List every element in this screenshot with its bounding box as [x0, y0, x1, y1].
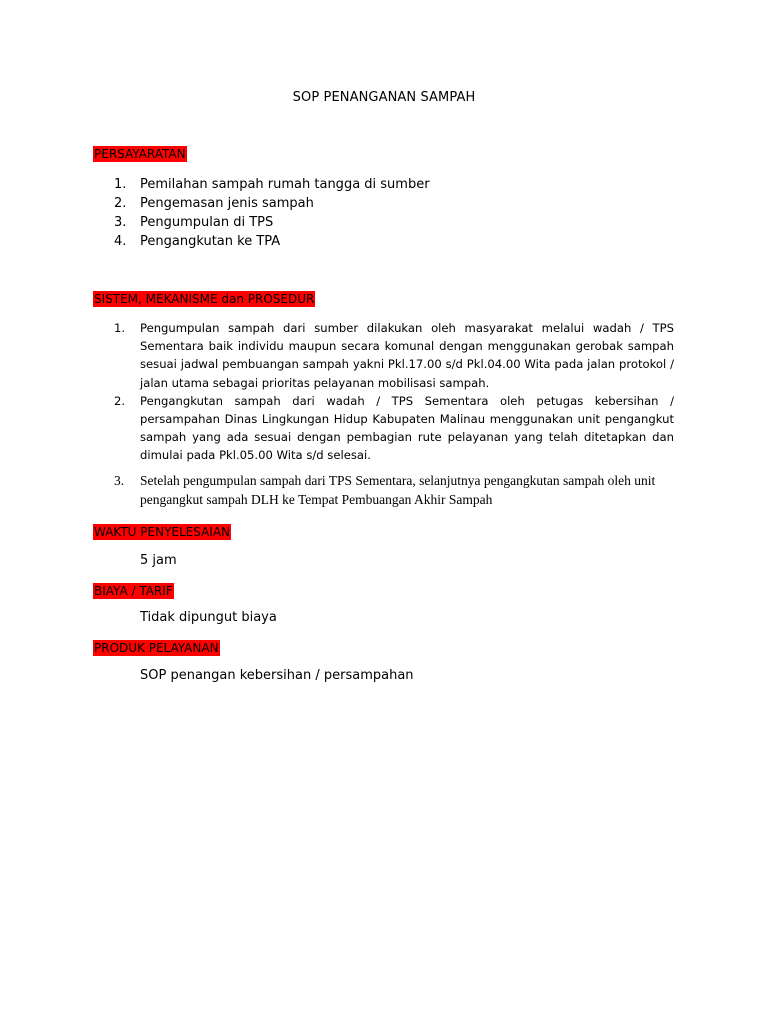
- heading-biaya: BIAYA / TARIF: [94, 584, 173, 598]
- heading-produk: PRODUK PELAYANAN: [94, 641, 219, 655]
- list-item: 1. Pengumpulan sampah dari sumber dilakukan oleh masyarakat melalui wadah / TPS Sementara baik individu maupun secara komunal dengan menggunakan gerobak sampah sesuai jadwal pembuangan sampah yakni Pkl.17.00 s/d Pkl.04.00 Wita pada jalan protokol / jalan utama sebagai prioritas pelayanan mobilisasi sampah.: [114, 321, 674, 390]
- persyaratan-list: [114, 175, 430, 251]
- biaya-value: Tidak dipungut biaya: [140, 610, 277, 625]
- list-item: 4. Pengangkutan ke TPA: [114, 234, 281, 249]
- heading-sistem: SISTEM, MEKANISME dan PROSEDUR: [94, 292, 315, 306]
- list-item: 2. Pengemasan jenis sampah: [114, 196, 314, 211]
- list-item: 3. Pengumpulan di TPS: [114, 215, 274, 230]
- produk-value: SOP penangan kebersihan / persampahan: [140, 668, 414, 683]
- heading-persyaratan: PERSAYARATAN: [94, 147, 186, 161]
- waktu-value: 5 jam: [140, 553, 177, 568]
- sistem-item-3: 3. Setelah pengumpulan sampah dari TPS Sementara, selanjutnya pengangkutan sampah oleh unit pengangkut sampah DLH ke Tempat Pembuangan Akhir Sampah: [114, 473, 656, 507]
- list-item: 1. Pemilahan sampah rumah tangga di sumber: [114, 177, 430, 192]
- document-title: SOP PENANGAN​AN SAMPAH: [292, 90, 476, 105]
- sistem-list: [114, 319, 674, 465]
- heading-waktu: WAKTU PENYELESAIAN: [94, 525, 231, 539]
- list-item: 2. Pengangkutan sampah dari wadah / TPS Sementara oleh petugas kebersihan / persampahan Dinas Lingkungan Hidup Kabupaten Malinau menggunakan unit pengangkut sampah yang ada sesuai dengan pembagian rute pelayanan yang telah ditetapkan dan dimulai pada Pkl.05.00 Wita s/d selesai.: [114, 393, 674, 463]
